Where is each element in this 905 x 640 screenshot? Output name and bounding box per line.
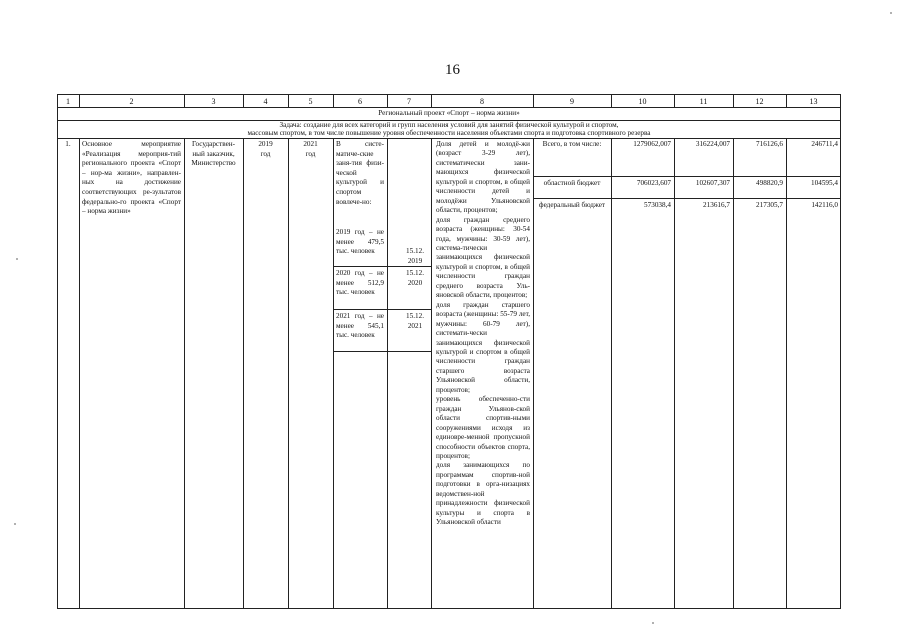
- funding-source-federal: федеральный бюджет: [538, 201, 606, 209]
- column-number: 13: [809, 97, 818, 106]
- event-name: Основное мероприятие «Реализация мероприя-тий регионального проекта «Спорт – нор-ма жизни», направлен-ных на достижение соответствующих ре-зультатов федерально-го проекта «Спорт – норма жизни»: [82, 140, 181, 216]
- column-number: 8: [480, 97, 484, 106]
- date-2020: 15.12. 2020: [406, 269, 424, 287]
- table-rule: [333, 309, 431, 310]
- funding-value: 104595,4: [811, 179, 838, 187]
- table-rule: [333, 351, 431, 352]
- task-line: Задача: создание для всех категорий и групп населения условий для занятий физической культурой и спортом,: [279, 121, 619, 129]
- column-number: 7: [407, 97, 411, 106]
- table-rule: [387, 138, 388, 609]
- row-number: 1.: [65, 140, 71, 148]
- column-number: 10: [638, 97, 647, 106]
- column-number: 2: [129, 97, 134, 106]
- funding-value: 573038,4: [644, 201, 671, 209]
- table-rule: [57, 94, 58, 609]
- table-rule: [840, 94, 841, 609]
- funding-value: 498820,9: [756, 179, 783, 187]
- date-2021: 15.12. 2021: [406, 312, 424, 330]
- funding-value: 1279062,007: [633, 140, 671, 148]
- result-2019: 2019 год – не менее 479,5 тыс. человек: [336, 228, 384, 256]
- table-rule: [733, 138, 734, 609]
- column-number: 5: [308, 97, 313, 106]
- column-number: 12: [755, 97, 764, 106]
- section-title: Региональный проект «Спорт – норма жизни»: [378, 109, 520, 117]
- table-rule: [533, 198, 841, 199]
- funding-value: 217305,7: [756, 201, 783, 209]
- result-2021: 2021 год – не менее 545,1 тыс. человек: [336, 312, 384, 340]
- column-number: 4: [263, 97, 268, 106]
- funding-value: 706023,607: [636, 179, 671, 187]
- column-number: 9: [570, 97, 574, 106]
- funding-value: 213616,7: [703, 201, 730, 209]
- table-rule: [288, 138, 289, 609]
- table-rule: [533, 176, 841, 177]
- result-2020: 2020 год – не менее 512,9 тыс. человек: [336, 269, 384, 297]
- table-rule: [57, 107, 841, 108]
- result-intro: В систе-матиче-ские заня-тия физи-ческой культурой и спортом вовлече-но:: [336, 140, 384, 206]
- page-number: 16: [445, 62, 460, 78]
- column-number: 11: [699, 97, 708, 106]
- funding-value: 246711,4: [811, 140, 838, 148]
- table-rule: [333, 138, 334, 609]
- scan-speck: [890, 12, 892, 14]
- funding-source-total: Всего, в том числе:: [542, 140, 602, 148]
- funding-source-regional: областной бюджет: [543, 179, 601, 187]
- task-line: массовым спортом, в том числе повышение уровня обеспеченности населения объектами спорта и подготовка спортивного резерва: [247, 129, 651, 137]
- target-indicators: Доля детей и молодё-жи (возраст 3-29 лет), систематически зани-мающихся физической культурой и спортом, в общей численности детей и молодёжи Ульяновской области, процентов; доля граждан среднего возраста (женщины: 30-54 года, мужчины: 30-59 лет), система-тически занимающихся физической культурой и спортом, в общей численности граждан среднего возраста Уль-яновской области, процентов; доля граждан старшего возраста (женщины: 55-79 лет, мужчины: 60-79 лет), системати-чески занимающихся физической культурой и спортом в общей численности граждан старшего возраста Ульяновской области, процентов; уровень обеспеченно-сти граждан Ульянов-ской области спортив-ными сооружениями исходя из единовре-менной пропускной способности объектов спорта, процентов; доля занимающихся по программам спортив-ной подготовки в орга-низациях ведомствен-ной принадлежности физической культуры и спорта в Ульяновской области: [436, 140, 530, 527]
- end-year: 2021 год: [303, 140, 318, 158]
- table-rule: [533, 138, 534, 609]
- table-rule: [611, 138, 612, 609]
- funding-value: 316224,007: [695, 140, 730, 148]
- table-rule: [243, 138, 244, 609]
- funding-value: 142116,0: [811, 201, 838, 209]
- date-2019: 15.12. 2019: [406, 247, 424, 265]
- executor: Государствен-ный заказчик, Министерство: [191, 140, 236, 168]
- table-rule: [57, 608, 841, 609]
- scan-speck: [652, 622, 654, 624]
- table-rule: [184, 138, 185, 609]
- scan-speck: [14, 523, 16, 525]
- funding-value: 716126,6: [756, 140, 783, 148]
- table-rule: [57, 94, 841, 95]
- start-year: 2019 год: [258, 140, 273, 158]
- column-number: 3: [211, 97, 216, 106]
- column-number: 6: [358, 97, 362, 106]
- funding-value: 102607,307: [695, 179, 730, 187]
- table-rule: [79, 138, 80, 609]
- column-number: 1: [66, 97, 70, 106]
- program-table: [57, 94, 841, 609]
- table-rule: [431, 138, 432, 609]
- table-rule: [674, 138, 675, 609]
- table-rule: [786, 138, 787, 609]
- scan-speck: [16, 258, 18, 260]
